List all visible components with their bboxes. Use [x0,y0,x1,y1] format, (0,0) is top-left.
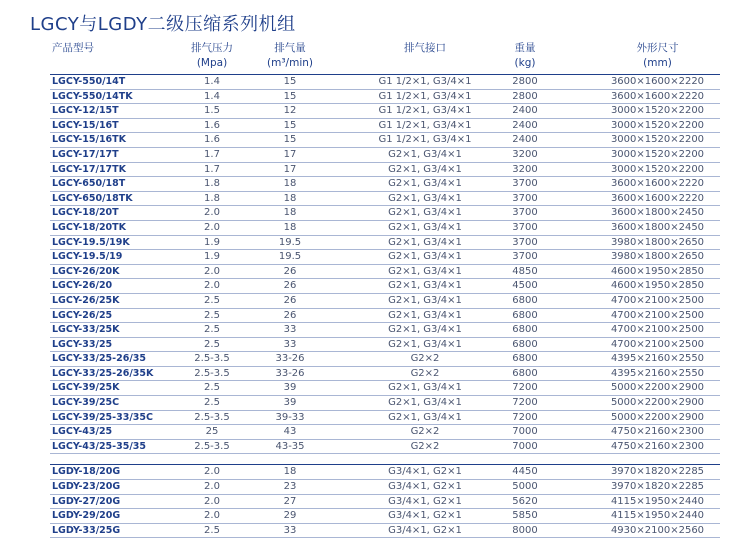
cell-dimensions: 3600×1600×2220 [610,90,705,102]
cell-weight: 6800 [512,367,538,379]
cell-dimensions: 4600×1950×2850 [610,280,705,292]
cell-model: LGCY-26/20K [52,265,120,277]
table-row [50,509,720,524]
cell-weight: 7200 [512,397,538,409]
table-row [50,367,720,382]
table-row [50,425,720,440]
cell-pressure: 1.8 [204,192,220,204]
cell-flow: 26 [283,280,297,292]
cell-weight: 6800 [512,338,538,350]
cell-weight: 7000 [512,440,538,452]
cell-pressure: 1.7 [204,148,220,160]
cell-weight: 2400 [512,134,538,146]
cell-model: LGCY-39/25C [52,397,120,409]
header-flow [255,41,325,71]
cell-flow: 18 [283,192,297,204]
cell-weight: 6800 [512,324,538,336]
cell-flow: 19.5 [278,251,302,263]
cell-model: LGCY-26/25 [52,309,113,321]
cell-dimensions: 4700×2100×2500 [610,324,705,336]
cell-pressure: 1.4 [204,76,220,87]
cell-weight: 4450 [512,466,538,478]
cell-flow: 39-33 [275,411,305,423]
cell-weight: 3200 [512,148,538,160]
cell-connection: G2×1, G3/4×1 [388,280,462,292]
cell-connection: G3/4×1, G2×1 [388,481,462,493]
cell-dimensions: 3000×1520×2200 [610,105,705,117]
cell-connection: G2×1, G3/4×1 [388,251,462,263]
header-pressure-unit: (Mpa) [196,57,228,69]
cell-pressure: 2.0 [204,481,220,493]
cell-pressure: 2.5 [204,397,220,409]
cell-connection: G2×1, G3/4×1 [388,411,462,423]
cell-pressure: 1.9 [204,251,220,263]
table-row [50,381,720,396]
header-weight [490,41,560,71]
cell-model: LGDY-18/20G [52,466,121,478]
cell-model: LGCY-17/17TK [52,163,127,175]
cell-connection: G1 1/2×1, G3/4×1 [378,119,472,131]
cell-dimensions: 3000×1520×2200 [610,134,705,146]
cell-connection: G1 1/2×1, G3/4×1 [378,134,472,146]
cell-flow: 15 [283,134,297,146]
cell-weight: 6800 [512,353,538,365]
cell-connection: G2×1, G3/4×1 [388,397,462,409]
cell-connection: G2×1, G3/4×1 [388,338,462,350]
header-flow-label: 排气量 [274,42,306,54]
header-pressure [182,41,242,71]
cell-pressure: 2.0 [204,510,220,522]
cell-pressure: 2.5 [204,294,220,306]
cell-flow: 43 [283,426,297,438]
cell-model: LGCY-33/25-26/35K [52,367,154,379]
cell-pressure: 2.0 [204,495,220,507]
cell-connection: G2×1, G3/4×1 [388,178,462,190]
cell-flow: 17 [283,163,297,175]
cell-dimensions: 4700×2100×2500 [610,338,705,350]
cell-connection: G3/4×1, G2×1 [388,495,462,507]
cell-weight: 2400 [512,119,538,131]
cell-connection: G2×1, G3/4×1 [388,192,462,204]
cell-model: LGCY-43/25-35/35 [52,440,147,452]
cell-dimensions: 4700×2100×2500 [610,309,705,321]
table-row [50,352,720,367]
cell-connection: G2×2 [410,367,440,379]
table-row [50,192,720,207]
cell-dimensions: 5000×2200×2900 [610,382,705,394]
cell-weight: 2800 [512,90,538,102]
cell-pressure: 1.9 [204,236,220,248]
cell-weight: 8000 [512,524,538,536]
cell-flow: 27 [283,495,297,507]
cell-weight: 7200 [512,411,538,423]
cell-weight: 3700 [512,178,538,190]
cell-dimensions: 3600×1800×2450 [610,207,705,219]
cell-dimensions: 3000×1520×2200 [610,163,705,175]
cell-dimensions: 4395×2160×2550 [610,367,705,379]
cell-flow: 29 [283,510,297,522]
cell-dimensions: 3970×1820×2285 [610,466,705,478]
header-dimensions-label: 外形尺寸 [636,42,679,54]
table-row [50,480,720,495]
cell-connection: G2×1, G3/4×1 [388,265,462,277]
cell-model: LGDY-23/20G [52,481,121,493]
cell-model: LGCY-550/14TK [52,90,133,102]
cell-dimensions: 4750×2160×2300 [610,440,705,452]
header-weight-label: 重量 [514,42,536,54]
cell-connection: G3/4×1, G2×1 [388,510,462,522]
cell-pressure: 2.5-3.5 [194,367,230,379]
table-row [50,206,720,221]
cell-dimensions: 4115×1950×2440 [610,510,705,522]
cell-model: LGDY-29/20G [52,510,121,522]
table-row [50,90,720,105]
cell-model: LGCY-18/20TK [52,221,127,233]
header-model [52,41,182,56]
cell-dimensions: 3970×1820×2285 [610,481,705,493]
cell-pressure: 2.5 [204,324,220,336]
cell-model: LGDY-33/25G [52,524,121,536]
cell-model: LGCY-17/17T [52,148,119,160]
cell-flow: 26 [283,309,297,321]
cell-model: LGCY-39/25K [52,382,120,394]
table-row [50,148,720,163]
cell-model: LGCY-43/25 [52,426,113,438]
cell-weight: 3700 [512,207,538,219]
cell-weight: 3700 [512,236,538,248]
cell-dimensions: 4750×2160×2300 [610,426,705,438]
table-row [50,465,720,480]
table-row [50,133,720,148]
cell-connection: G2×2 [410,426,440,438]
cell-weight: 2400 [512,105,538,117]
cell-pressure: 1.4 [204,90,220,102]
cell-flow: 33-26 [275,367,305,379]
cell-weight: 6800 [512,309,538,321]
table-row [50,265,720,280]
cell-weight: 6800 [512,294,538,306]
cell-dimensions: 3000×1520×2200 [610,119,705,131]
cell-model: LGCY-39/25-33/35C [52,411,153,423]
cell-pressure: 2.5 [204,338,220,350]
table-row [50,177,720,192]
cell-weight: 5000 [512,481,538,493]
cell-pressure: 1.6 [204,134,220,146]
cell-dimensions: 3600×1600×2220 [610,192,705,204]
cell-flow: 33 [283,338,297,350]
cell-pressure: 1.6 [204,119,220,131]
cell-dimensions: 4395×2160×2550 [610,353,705,365]
cell-model: LGCY-15/16T [52,119,119,131]
table-row [50,309,720,324]
cell-dimensions: 4600×1950×2850 [610,265,705,277]
cell-weight: 3700 [512,192,538,204]
header-connection [350,41,500,56]
cell-connection: G1 1/2×1, G3/4×1 [378,90,472,102]
cell-connection: G2×1, G3/4×1 [388,294,462,306]
cell-connection: G2×1, G3/4×1 [388,236,462,248]
header-flow-unit: (m³/min) [267,57,313,69]
cell-model: LGCY-18/20T [52,207,119,219]
table-row [50,323,720,338]
cell-model: LGCY-26/20 [52,280,113,292]
cell-pressure: 2.0 [204,466,220,478]
cell-dimensions: 3600×1600×2220 [610,178,705,190]
table-row [50,396,720,411]
cell-pressure: 25 [205,426,219,438]
cell-model: LGCY-12/15T [52,105,119,117]
cell-weight: 3200 [512,163,538,175]
cell-pressure: 2.5-3.5 [194,353,230,365]
cell-model: LGCY-15/16TK [52,134,127,146]
cell-dimensions: 5000×2200×2900 [610,397,705,409]
cell-pressure: 2.5 [204,309,220,321]
cell-flow: 18 [283,466,297,478]
cell-connection: G2×1, G3/4×1 [388,324,462,336]
lgcy-group [50,75,720,454]
table-row [50,236,720,251]
table-row [50,221,720,236]
cell-connection: G2×1, G3/4×1 [388,221,462,233]
header-model-label: 产品型号 [52,42,94,54]
cell-weight: 7200 [512,382,538,394]
cell-model: LGCY-650/18T [52,178,126,190]
cell-dimensions: 4700×2100×2500 [610,294,705,306]
cell-dimensions: 3000×1520×2200 [610,148,705,160]
table-row [50,104,720,119]
cell-pressure: 2.5-3.5 [194,411,230,423]
table-row [50,294,720,309]
cell-flow: 19.5 [278,236,302,248]
cell-pressure: 2.5 [204,524,220,536]
cell-flow: 15 [283,76,297,87]
cell-connection: G3/4×1, G2×1 [388,466,462,478]
header-weight-unit: (kg) [514,57,536,69]
cell-flow: 43-35 [275,440,305,452]
cell-connection: G2×1, G3/4×1 [388,382,462,394]
table-row [50,495,720,510]
cell-pressure: 2.0 [204,207,220,219]
cell-model: LGCY-19.5/19K [52,236,130,248]
cell-pressure: 2.5-3.5 [194,440,230,452]
table-row [50,338,720,353]
header-dimensions-unit: (mm) [643,57,672,69]
cell-model: LGCY-33/25K [52,324,120,336]
cell-flow: 15 [283,119,297,131]
cell-flow: 26 [283,265,297,277]
cell-pressure: 1.5 [204,105,220,117]
cell-flow: 18 [283,207,297,219]
cell-weight: 4850 [512,265,538,277]
cell-pressure: 1.7 [204,163,220,175]
cell-flow: 26 [283,294,297,306]
cell-model: LGCY-33/25 [52,338,113,350]
cell-weight: 5850 [512,510,538,522]
page-title: LGCY与LGDY二级压缩系列机组 [30,14,296,35]
cell-flow: 23 [283,481,297,493]
cell-model: LGCY-33/25-26/35 [52,353,147,365]
cell-weight: 4500 [512,280,538,292]
cell-model: LGCY-650/18TK [52,192,133,204]
cell-flow: 33 [283,324,297,336]
cell-connection: G1 1/2×1, G3/4×1 [378,76,472,87]
table-row [50,163,720,178]
cell-flow: 39 [283,397,297,409]
cell-dimensions: 4115×1950×2440 [610,495,705,507]
cell-flow: 18 [283,221,297,233]
cell-weight: 5620 [512,495,538,507]
cell-model: LGCY-19.5/19 [52,251,123,263]
cell-pressure: 2.5 [204,382,220,394]
cell-dimensions: 3600×1800×2450 [610,221,705,233]
cell-dimensions: 3980×1800×2650 [610,251,705,263]
cell-pressure: 2.0 [204,265,220,277]
cell-dimensions: 4930×2100×2560 [610,524,705,536]
cell-pressure: 2.0 [204,221,220,233]
header-dimensions [595,41,720,71]
header-pressure-label: 排气压力 [191,42,233,54]
cell-connection: G2×1, G3/4×1 [388,309,462,321]
cell-model: LGCY-26/25K [52,294,120,306]
table-row [50,279,720,294]
cell-dimensions: 3600×1600×2220 [610,76,705,87]
cell-flow: 18 [283,178,297,190]
cell-pressure: 2.0 [204,280,220,292]
table-row [50,75,720,90]
cell-connection: G1 1/2×1, G3/4×1 [378,105,472,117]
spec-table [50,38,720,538]
table-row [50,524,720,539]
header-connection-label: 排气接口 [404,42,446,54]
lgdy-group [50,465,720,538]
cell-connection: G2×1, G3/4×1 [388,163,462,175]
table-row [50,440,720,455]
cell-weight: 3700 [512,221,538,233]
cell-connection: G2×2 [410,353,440,365]
cell-dimensions: 5000×2200×2900 [610,411,705,423]
cell-flow: 39 [283,382,297,394]
cell-dimensions: 3980×1800×2650 [610,236,705,248]
group-divider [50,454,720,465]
cell-flow: 15 [283,90,297,102]
cell-model: LGCY-550/14T [52,76,126,87]
cell-flow: 12 [283,105,297,117]
cell-model: LGDY-27/20G [52,495,121,507]
table-row [50,119,720,134]
cell-weight: 7000 [512,426,538,438]
cell-weight: 2800 [512,76,538,87]
table-row [50,411,720,426]
cell-flow: 33 [283,524,297,536]
cell-weight: 3700 [512,251,538,263]
table-header [50,38,720,75]
cell-connection: G3/4×1, G2×1 [388,524,462,536]
table-row [50,250,720,265]
cell-connection: G2×1, G3/4×1 [388,148,462,160]
cell-connection: G2×1, G3/4×1 [388,207,462,219]
cell-flow: 33-26 [275,353,305,365]
cell-flow: 17 [283,148,297,160]
cell-pressure: 1.8 [204,178,220,190]
cell-connection: G2×2 [410,440,440,452]
